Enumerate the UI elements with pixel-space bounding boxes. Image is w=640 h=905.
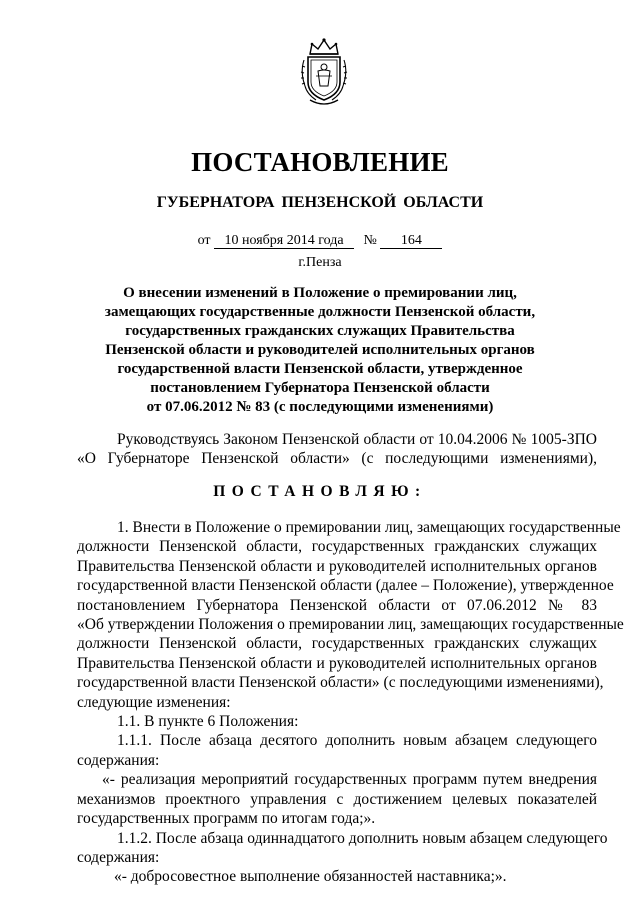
body-line: 1.1.2. После абзаца одиннадцатого дополнить новым абзацем следующего <box>117 829 608 847</box>
document-subtitle: ГУБЕРНАТОРА ПЕНЗЕНСКОЙ ОБЛАСТИ <box>156 194 484 211</box>
coat-of-arms-icon <box>296 36 352 108</box>
decree-word: ПОСТАНОВЛЯЮ: <box>213 483 427 500</box>
body-line: должности Пензенской области, государственных гражданских служащих <box>77 635 597 653</box>
heading-line: государственных гражданских служащих Правительства <box>125 323 515 339</box>
heading-line: постановлением Губернатора Пензенской области <box>150 380 490 396</box>
document-title: ПОСТАНОВЛЕНИЕ <box>191 147 449 177</box>
body-line: содержания: <box>77 751 160 769</box>
date-line <box>0 232 640 250</box>
body-line: государственных программ по итогам года;». <box>77 810 376 828</box>
body-line: государственной власти Пензенской области» (с последующими изменениями), <box>77 674 604 692</box>
body-line: механизмов проектного управления с достижением целевых показателей <box>77 790 597 808</box>
body-line: «Об утверждении Положения о премировании лиц, замещающих государственные <box>77 616 624 634</box>
body-line: «- реализация мероприятий государственных программ путем внедрения <box>102 771 597 789</box>
body-line: 1.1. В пункте 6 Положения: <box>117 713 299 731</box>
document-heading <box>100 284 540 417</box>
preamble-line: Руководствуясь Законом Пензенской области от 10.04.2006 № 1005-ЗПО <box>117 431 597 448</box>
heading-line: О внесении изменений в Положение о премировании лиц, <box>123 285 517 301</box>
number-sign: № <box>363 233 377 248</box>
body-line: Правительства Пензенской области и руководителей исполнительных органов <box>77 557 597 575</box>
heading-line: Пензенской области и руководителей исполнительных органов <box>105 342 535 358</box>
heading-line: государственной власти Пензенской области, утвержденное <box>117 361 523 377</box>
body-line: Правительства Пензенской области и руководителей исполнительных органов <box>77 654 597 672</box>
document-number: 164 <box>380 233 442 249</box>
document-date: 10 ноября 2014 года <box>214 233 354 249</box>
body-line: следующие изменения: <box>77 693 231 711</box>
date-prefix: от <box>197 233 211 248</box>
body-line: постановлением Губернатора Пензенской области от 07.06.2012 № 83 <box>77 596 597 614</box>
body-line: содержания: <box>77 848 160 866</box>
body-line: 1. Внести в Положение о премировании лиц, замещающих государственные <box>117 519 621 536</box>
preamble-line: «О Губернаторе Пензенской области» (с последующими изменениями), <box>77 450 597 468</box>
preamble <box>77 430 597 469</box>
heading-line: замещающих государственные должности Пензенской области, <box>104 304 536 320</box>
body-line: должности Пензенской области, государственных гражданских служащих <box>77 538 597 556</box>
document-city: г.Пенза <box>298 255 342 270</box>
body-line: государственной власти Пензенской области (далее – Положение), утвержденное <box>77 577 614 595</box>
body-line: 1.1.1. После абзаца десятого дополнить новым абзацем следующего <box>117 732 597 750</box>
decree-body <box>77 518 624 887</box>
body-line: «- добросовестное выполнение обязанностей наставника;». <box>114 868 507 886</box>
heading-line: от 07.06.2012 № 83 (с последующими изменениями) <box>146 399 494 415</box>
